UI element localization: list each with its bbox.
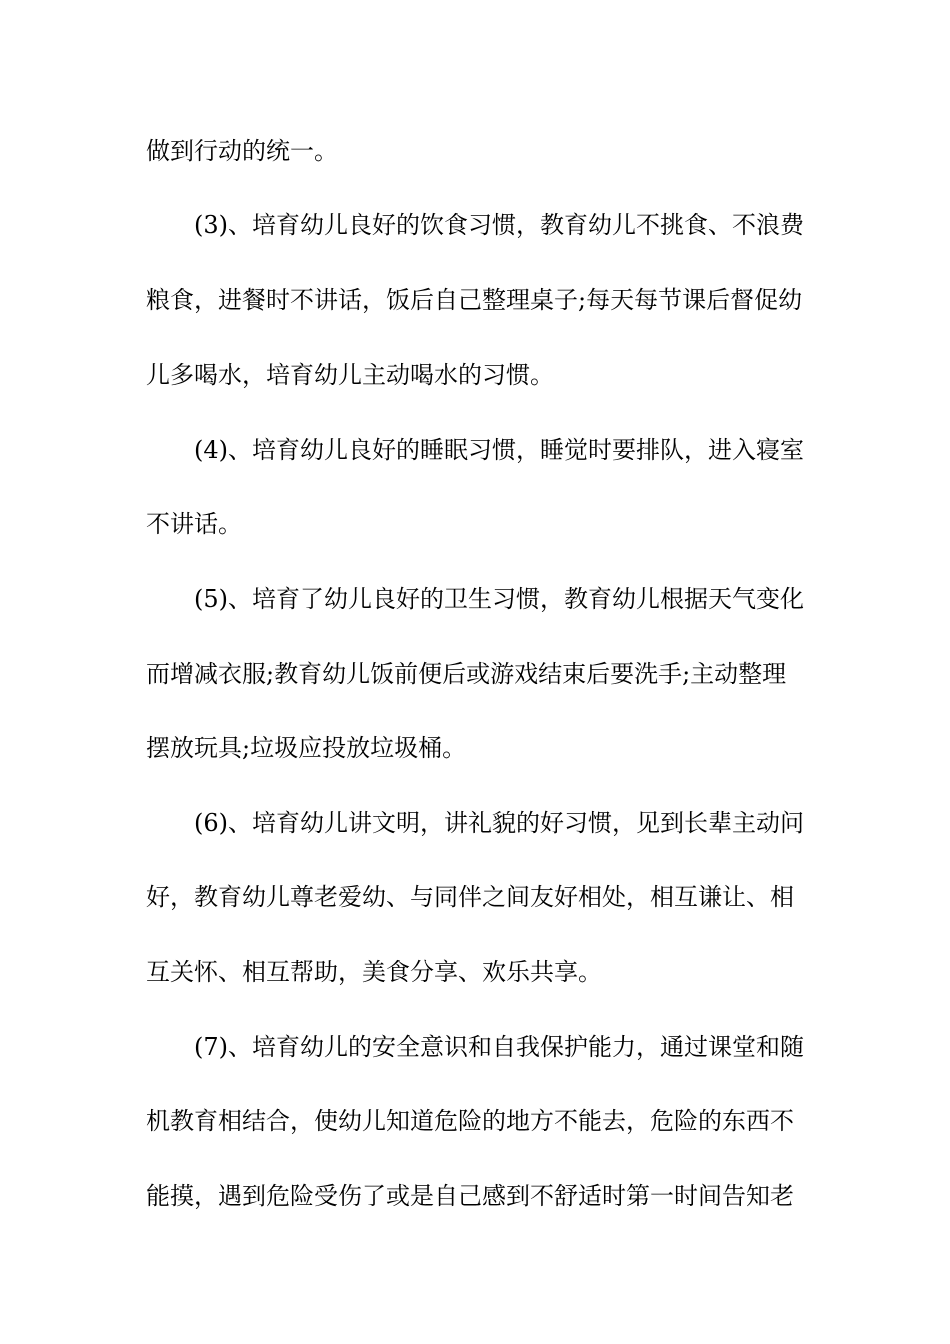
paragraph-7-line-1: (7)、培育幼儿的安全意识和自我保护能力，通过课堂和随 — [194, 1033, 804, 1061]
paragraph-6-line-1: (6)、培育幼儿讲文明，讲礼貌的好习惯，见到长辈主动问 — [194, 809, 804, 837]
text-line: 摆放玩具;垃圾应投放垃圾桶。 — [146, 734, 467, 762]
paragraph-4-line-1: (4)、培育幼儿良好的睡眠习惯，睡觉时要排队，进入寝室 — [194, 436, 804, 464]
text-line: 互关怀、相互帮助，美食分享、欢乐共享。 — [146, 958, 602, 986]
text-line: 做到行动的统一。 — [146, 137, 338, 165]
text-line: 而增减衣服;教育幼儿饭前便后或游戏结束后要洗手;主动整理 — [146, 660, 787, 688]
text-line: 机教育相结合，使幼儿知道危险的地方不能去，危险的东西不 — [146, 1107, 794, 1135]
text-line: 粮食，进餐时不讲话，饭后自己整理桌子;每天每节课后督促幼 — [146, 286, 803, 314]
text-line: 儿多喝水，培育幼儿主动喝水的习惯。 — [146, 361, 554, 389]
text-line: 能摸，遇到危险受伤了或是自己感到不舒适时第一时间告知老 — [146, 1182, 794, 1210]
paragraph-3-line-1: (3)、培育幼儿良好的饮食习惯，教育幼儿不挑食、不浪费 — [194, 211, 804, 239]
text-line: 好，教育幼儿尊老爱幼、与同伴之间友好相处，相互谦让、相 — [146, 883, 794, 911]
paragraph-5-line-1: (5)、培育了幼儿良好的卫生习惯，教育幼儿根据天气变化 — [194, 585, 804, 613]
text-line: 不讲话。 — [146, 510, 242, 538]
